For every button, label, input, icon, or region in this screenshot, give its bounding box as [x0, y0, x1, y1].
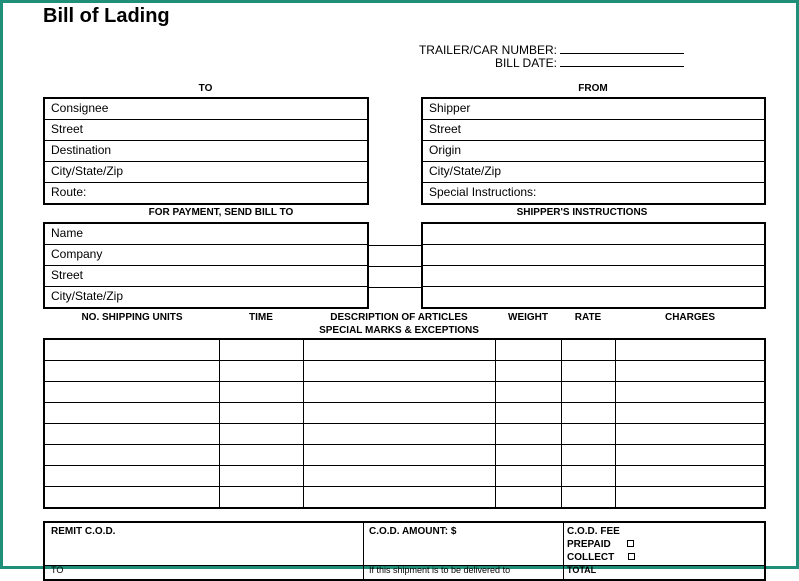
payment-row-name[interactable]: Name [45, 224, 367, 245]
total-label: TOTAL [567, 565, 597, 575]
trailer-number-field[interactable] [560, 43, 684, 54]
to-row-city-state-zip[interactable]: City/State/Zip [45, 162, 367, 183]
collect-checkbox[interactable] [628, 553, 635, 560]
col-header-charges: CHARGES [664, 312, 715, 323]
shipper-instructions-row[interactable] [423, 245, 764, 266]
shipper-instructions-box [421, 222, 766, 309]
to-cut-label: TO [51, 565, 64, 575]
from-row-special-instructions[interactable]: Special Instructions: [429, 185, 537, 199]
grid-row-divider [45, 360, 764, 361]
grid-row-divider [45, 486, 764, 487]
connector-line [367, 266, 422, 267]
shipper-instructions-label: SHIPPER'S INSTRUCTIONS [516, 207, 648, 218]
grid-row-divider [45, 465, 764, 466]
from-box [421, 97, 766, 205]
grid-row-divider [45, 444, 764, 445]
grid-row-divider [45, 423, 764, 424]
connector-line [367, 287, 422, 288]
payment-row-city-state-zip[interactable]: City/State/Zip [51, 289, 124, 303]
col-header-special-marks: SPECIAL MARKS & EXCEPTIONS [319, 325, 479, 336]
col-header-rate: RATE [574, 312, 602, 323]
from-row-city-state-zip[interactable]: City/State/Zip [423, 162, 764, 183]
prepaid-checkbox[interactable] [627, 540, 634, 547]
to-row-route[interactable]: Route: [51, 185, 87, 199]
remit-cod-label: REMIT C.O.D. [51, 526, 116, 537]
trailer-number-label: TRAILER/CAR NUMBER: [418, 43, 557, 57]
to-box [43, 97, 369, 205]
from-row-shipper[interactable]: Shipper [423, 99, 764, 120]
trailer-number-line [419, 43, 684, 57]
payment-row-street[interactable]: Street [45, 266, 367, 287]
to-section-label: TO [198, 83, 213, 94]
delivery-note-text: If this shipment is to be delivered to [369, 565, 511, 575]
document-title: Bill of Lading [43, 5, 170, 27]
payment-section-label: FOR PAYMENT, SEND BILL TO [148, 207, 294, 218]
to-row-street[interactable]: Street [45, 120, 367, 141]
bill-date-field[interactable] [560, 56, 684, 67]
grid-row-divider [45, 402, 764, 403]
payment-row-company[interactable]: Company [45, 245, 367, 266]
prepaid-option [567, 539, 634, 550]
from-section-label: FROM [578, 83, 608, 94]
col-header-shipping-units: NO. SHIPPING UNITS [81, 312, 183, 323]
col-header-description: DESCRIPTION OF ARTICLES [330, 312, 468, 323]
col-header-weight: WEIGHT [508, 312, 548, 323]
shipper-instructions-row[interactable] [423, 287, 764, 308]
payment-box [43, 222, 369, 309]
cod-fee-label: C.O.D. FEE [567, 526, 620, 537]
to-row-consignee[interactable]: Consignee [45, 99, 367, 120]
items-grid[interactable] [43, 338, 766, 509]
col-header-time: TIME [249, 312, 273, 323]
prepaid-label: PREPAID [567, 539, 611, 550]
cod-divider [563, 523, 564, 579]
shipper-instructions-row[interactable] [423, 224, 764, 245]
grid-row-divider [45, 381, 764, 382]
cod-section [43, 521, 766, 581]
connector-line [367, 245, 422, 246]
collect-option [567, 552, 635, 563]
to-row-destination[interactable]: Destination [45, 141, 367, 162]
from-row-origin[interactable]: Origin [423, 141, 764, 162]
collect-label: COLLECT [567, 552, 615, 563]
bill-date-label: BILL DATE: [494, 56, 557, 70]
cod-divider [363, 523, 364, 579]
from-row-street[interactable]: Street [423, 120, 764, 141]
bill-date-line [495, 56, 684, 70]
cod-amount-label: C.O.D. AMOUNT: $ [369, 526, 457, 537]
shipper-instructions-row[interactable] [423, 266, 764, 287]
